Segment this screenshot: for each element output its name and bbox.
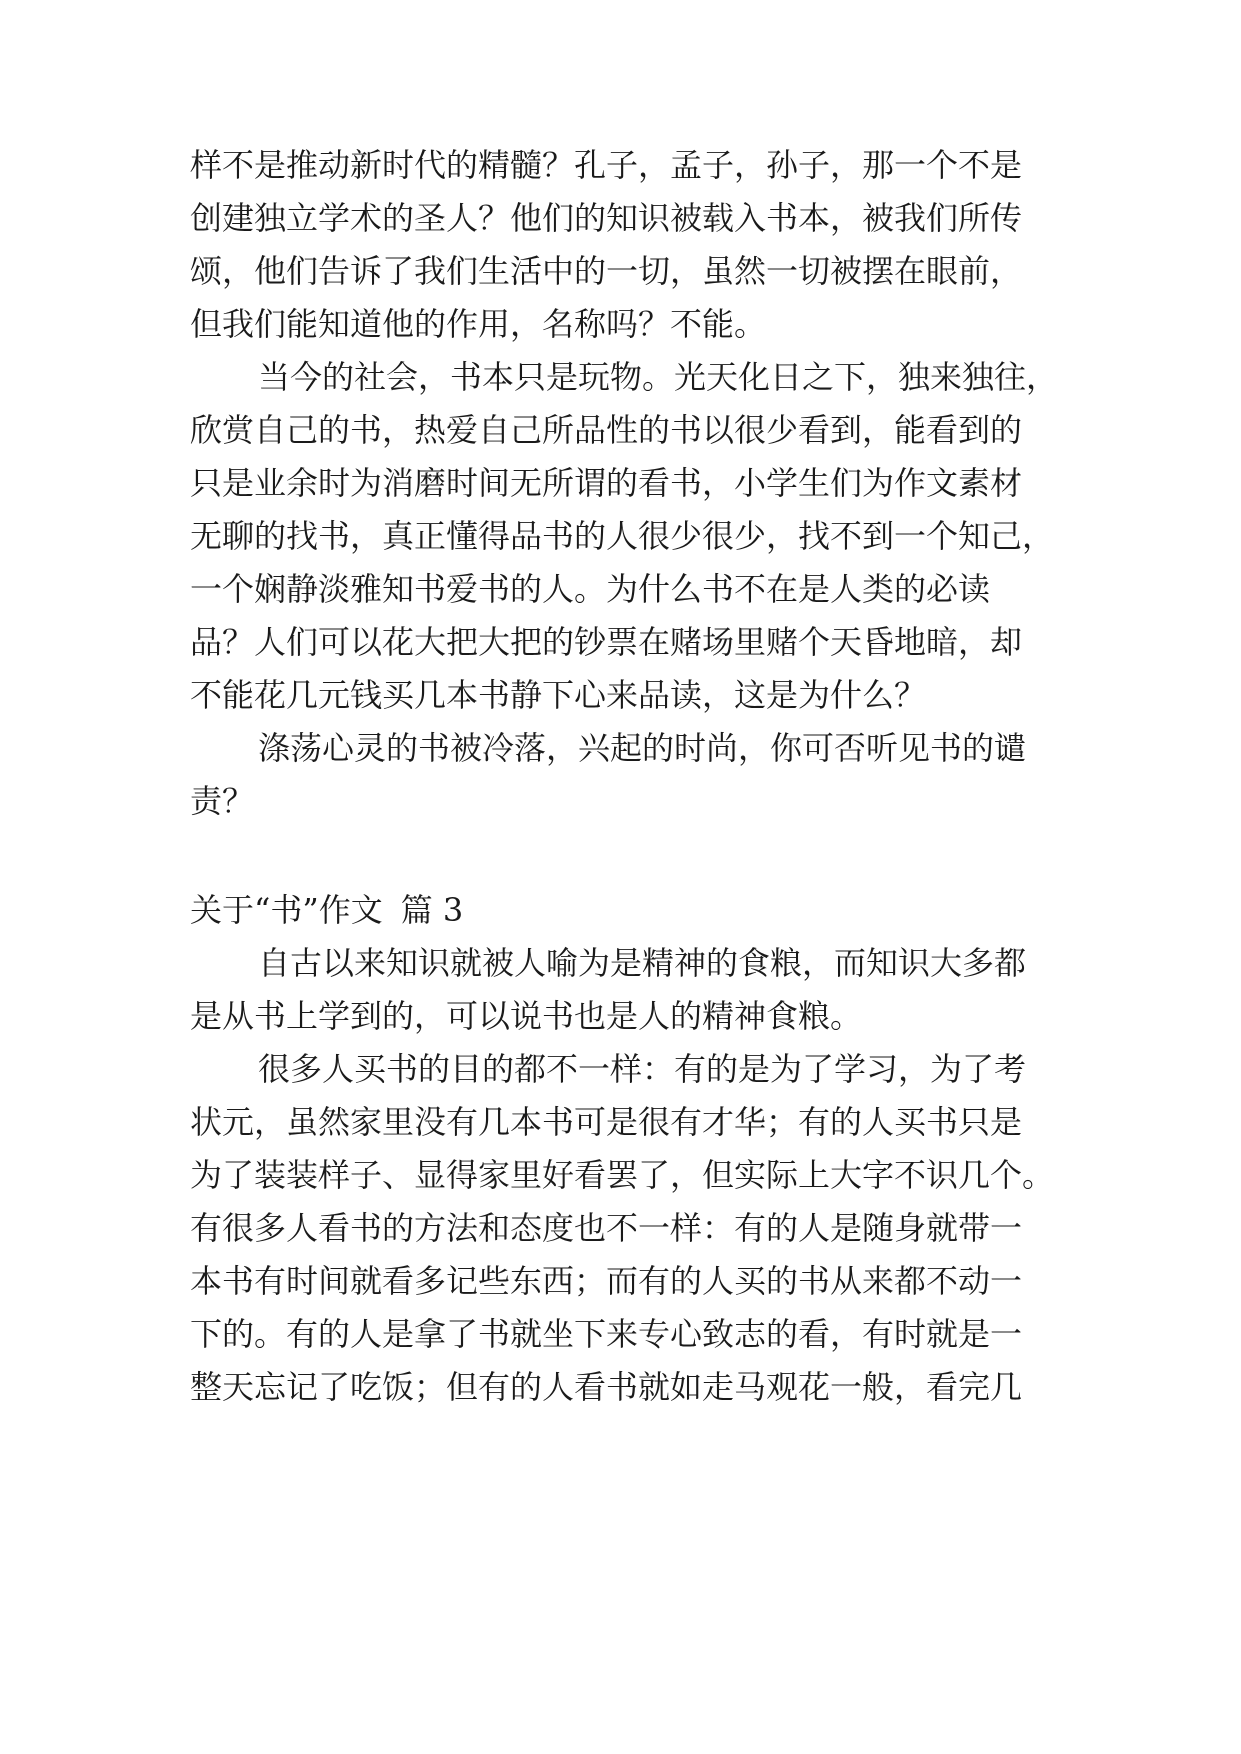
- text-line: 当今的社会，书本只是玩物。光天化日之下，独来独往，: [258, 358, 1059, 396]
- text-line: 是从书上学到的，可以说书也是人的精神食粮。: [190, 997, 863, 1035]
- section-title: 关于“书”作文: [190, 891, 383, 929]
- section-heading: [190, 880, 463, 940]
- text-line: 状元，虽然家里没有几本书可是很有才华；有的人买书只是: [190, 1103, 1023, 1141]
- text-line: 整天忘记了吃饭；但有的人看书就如走马观花一般，看完几: [190, 1368, 1023, 1406]
- text-line: 品？人们可以花大把大把的钞票在赌场里赌个天昏地暗，却: [190, 623, 1023, 661]
- text-line: 责？: [190, 782, 255, 820]
- text-line: 一个娴静淡雅知书爱书的人。为什么书不在是人类的必读: [190, 570, 991, 608]
- text-line: 涤荡心灵的书被冷落，兴起的时尚，你可否听见书的谴: [258, 729, 1027, 767]
- text-line: 只是业余时为消磨时间无所谓的看书，小学生们为作文素材: [190, 464, 1023, 502]
- text-line: 创建独立学术的圣人？他们的知识被载入书本，被我们所传: [190, 199, 1023, 237]
- text-line: 下的。有的人是拿了书就坐下来专心致志的看，有时就是一: [190, 1315, 1023, 1353]
- text-line: 自古以来知识就被人喻为是精神的食粮，而知识大多都: [258, 944, 1027, 982]
- text-line: 无聊的找书，真正懂得品书的人很少很少，找不到一个知己，: [190, 517, 1055, 555]
- text-line: 很多人买书的目的都不一样：有的是为了学习，为了考: [258, 1050, 1027, 1088]
- text-line: 但我们能知道他的作用，名称吗？不能。: [190, 305, 767, 343]
- text-line: 颂，他们告诉了我们生活中的一切，虽然一切被摆在眼前，: [190, 252, 1023, 290]
- text-line: 欣赏自己的书，热爱自己所品性的书以很少看到，能看到的: [190, 411, 1023, 449]
- text-line: 不能花几元钱买几本书静下心来品读，这是为什么？: [190, 676, 927, 714]
- text-line: 有很多人看书的方法和态度也不一样：有的人是随身就带一: [190, 1209, 1023, 1247]
- text-line: 为了装装样子、显得家里好看罢了，但实际上大字不识几个。: [190, 1156, 1055, 1194]
- section-number: 篇 3: [400, 891, 464, 929]
- text-line: 本书有时间就看多记些东西；而有的人买的书从来都不动一: [190, 1262, 1023, 1300]
- text-line: 样不是推动新时代的精髓？孔子，孟子，孙子，那一个不是: [190, 146, 1023, 184]
